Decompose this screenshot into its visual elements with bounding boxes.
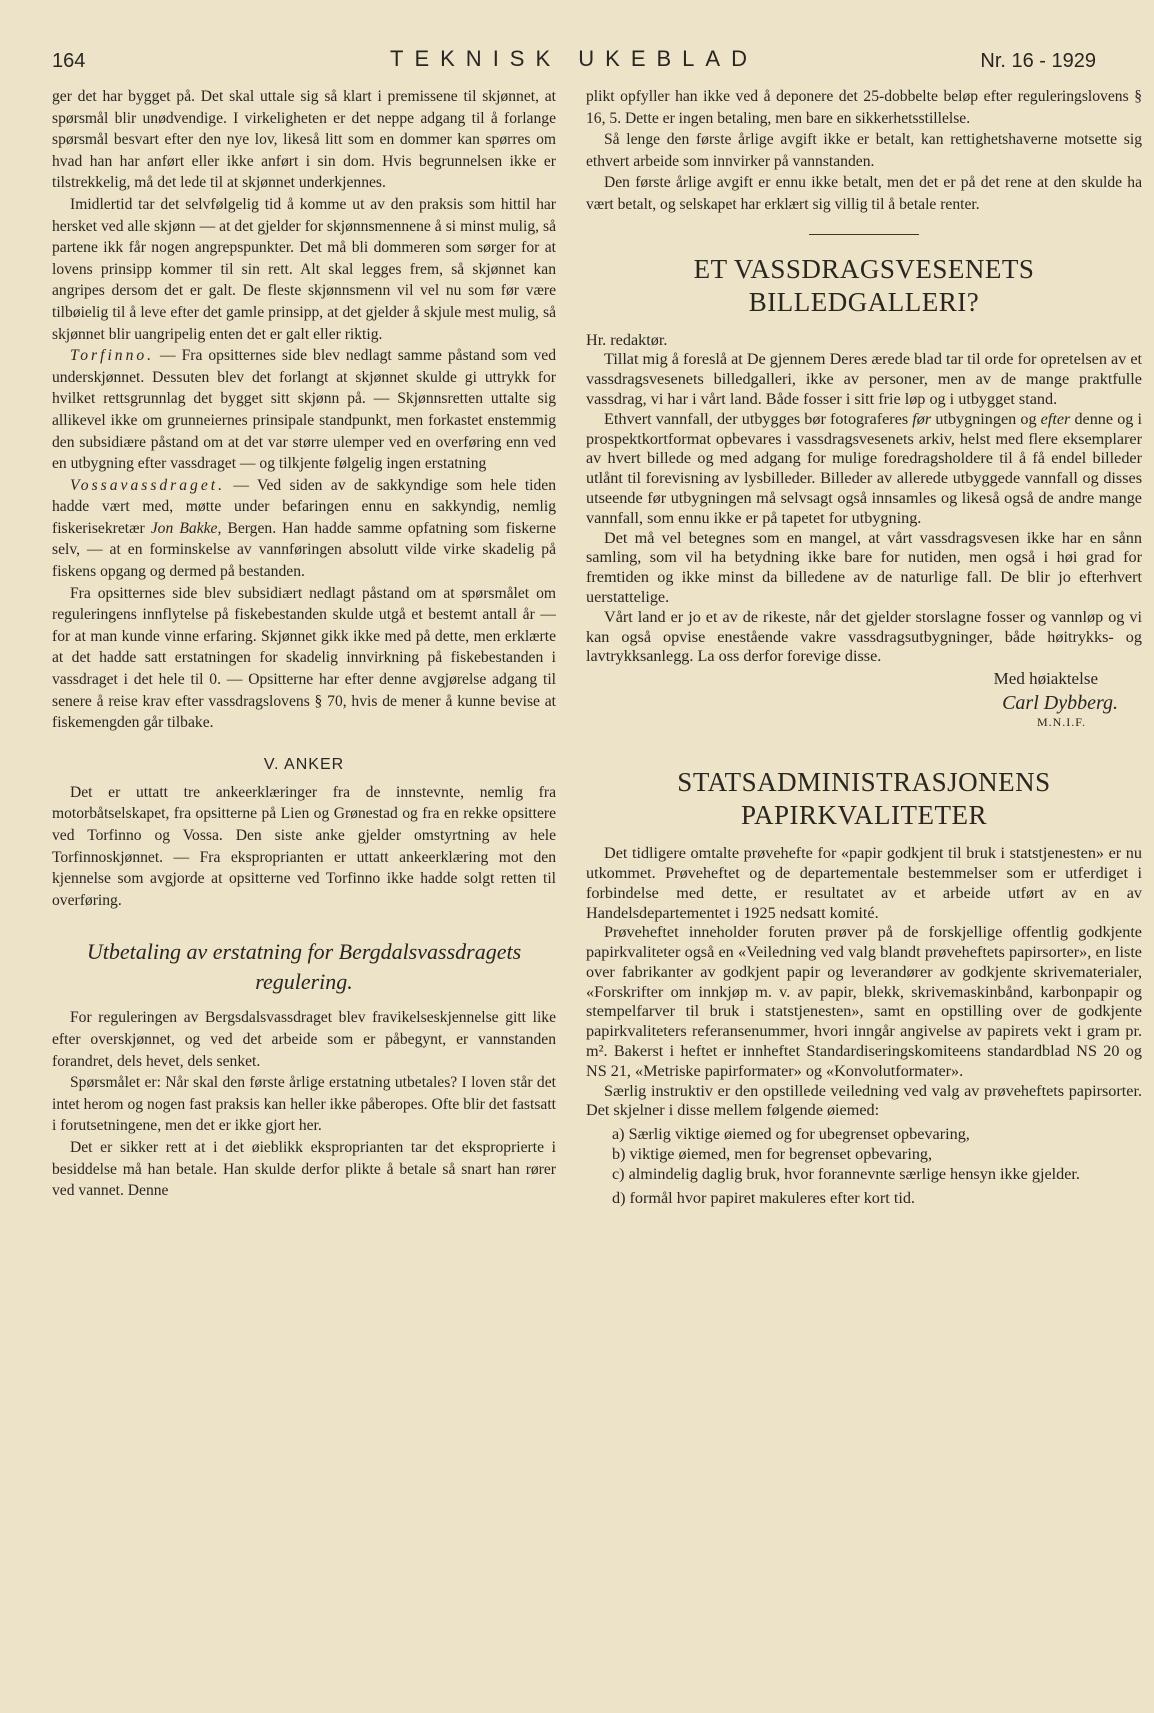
paragraph-text: denne og i prospektkortformat opbevares i vassdragsvesenets arkiv, helst med flere eksemplarer av hvert billede og med adgang for mulige foredragsholdere til å få endel billeder utlånt til forevisning av lysbilleder. Billeder av allerede utbyggede vannfall og disses utseende før utbygningen må selvsagt også innsamles og likeså også de andre mange vannfall, som ennu ikke er på tapetet for utbygning. bbox=[586, 409, 1142, 527]
paragraph: Det må vel betegnes som en mangel, at vårt vassdragsvesen ikke har en sånn samling, som vil ha betydning ikke bare for nutiden, men også i høi grad for fremtiden og ikke minst da billedene av de naturlige fall. De blir jo efterhvert uerstattelige. bbox=[586, 528, 1142, 606]
paragraph: ger det har bygget på. Det skal uttale sig så klart i premissene til skjønnet, at spørsmål blir unødvendige. I virkeligheten er det neppe adgang til å forlange spørsmål besvart efter den nye lov, likeså litt som en dommer kan spørres om hvad han har anført eller ikke anført i sin dom. Hvis begrunnelsen ikke er tilstrekkelig, må det lede til at skjønnet underkjennes. bbox=[52, 88, 556, 192]
salutation: Hr. redaktør. bbox=[586, 330, 668, 349]
paragraph: Det er uttatt tre ankeerklæringer fra de innstevnte, nemlig fra motorbåtselskapet, fra opsitterne på Lien og Grønestad og fra en rekke opsittere ved Torfinno og Vossa. Den siste anke gjelder omstyrtning av hele Torfinnoskjønnet. — Fra eksproprianten er uttatt ankeerklæring mot den kjennelse som avgjorde at opsitterne ved Torfinno ikke hadde solgt retten til overføring. bbox=[52, 783, 556, 909]
emphasis: efter bbox=[1040, 409, 1071, 428]
paragraph: Fra opsitternes side blev subsidiært nedlagt påstand om at spørsmålet om reguleringens innflytelse på fiskebestanden skulde utgå et bestemt antall år — for at man kunde vinne erfaring. Skjønnet gikk ikke med på dette, men erklærte at det hadde satt erstatningen for skadelig innvirkning på fiskebestanden i vassdraget i det hele til 0. — Opsitterne har efter denne avgjørelse adgang til senere å reise krav efter vassdragslovens § 70, hvis de mener å kunne bevise at fiskemengden går tilbake. bbox=[52, 584, 556, 732]
paragraph bbox=[52, 475, 556, 583]
paragraph: Prøveheftet inneholder foruten prøver på de forskjellige offentlig godkjente papirkvaliteter også en «Veiledning ved valg blandt prøveheftets papirsorter», en liste over fabrikanter av godkjent papir og leverandører av godkjente skrivematerialer, «Forskrifter om innkjøp m. v. av papir, blekk, skrivemaskinbånd, karbonpapir og stempelfarver til bruk i statstjenesten», samt en opstilling over de godkjente papirkvaliteters referansenummer, hvori inngår angivelse av papirets vekt i gram pr. m². Bakerst i heftet er innheftet Standardiseringskomiteens standardblad NS 20 og NS 21, «Metriske papirformater» og «Konvolutformater». bbox=[586, 923, 1142, 1080]
paragraph: For reguleringen av Bergsdalsvassdraget blev fravikelseskjennelse gitt like efter overskjønnet, og ved det arbeide som er påbegynt, er vannstanden forandret, dels hevet, dels senket. bbox=[52, 1009, 556, 1070]
section-heading: V. ANKER bbox=[263, 755, 345, 773]
paragraph: plikt opfyller han ikke ved å deponere det 25-dobbelte beløp efter reguleringslovens § 16, 5. Dette er ingen betaling, men bare en sikkerhetsstillelse. bbox=[586, 88, 1142, 127]
paragraph-text: Ethvert vannfall, der utbygges bør fotograferes bbox=[604, 409, 913, 428]
paragraph-text: — Ved siden av de sakkyndige som hele tiden hadde vært med, møtte under befaringen ennu en sakkyndig, nemlig fiskerisekretær bbox=[52, 476, 556, 537]
list-item: b) viktige øiemed, men for begrenset opbevaring, bbox=[612, 1145, 933, 1164]
list-item: a) Særlig viktige øiemed og for ubegrenset opbevaring, bbox=[612, 1125, 970, 1144]
issue-number: Nr. 16 - 1929 bbox=[980, 50, 1096, 72]
paragraph: Så lenge den første årlige avgift ikke er betalt, kan rettighetshaverne motsette sig ethvert arbeide som innvirker på vannstanden. bbox=[586, 131, 1142, 170]
signature: Carl Dybberg. bbox=[1002, 692, 1118, 715]
section-lead: Torfinno. bbox=[70, 347, 155, 365]
right-column bbox=[586, 86, 1142, 1208]
article-heading: STATSADMINISTRASJONENS PAPIRKVALITETER bbox=[677, 767, 1051, 831]
article-heading: ET VASSDRAGSVESENETS BILLEDGALLERI? bbox=[693, 253, 1035, 317]
divider bbox=[809, 234, 919, 235]
page-number: 164 bbox=[52, 50, 86, 72]
paragraph: Det er sikker rett at i det øieblikk eksproprianten tar det eksproprierte i besiddelse må han betale. Han skulde derfor plikte å betale så snart han rører ved vannet. Denne bbox=[52, 1138, 556, 1200]
paragraph: Spørsmålet er: Når skal den første årlige erstatning utbetales? I loven står det intet herom og nogen fast praksis kan heller ikke påberopes. Ofte blir det fastsatt i forutsetningene, men det er ikke gjort her. bbox=[52, 1074, 556, 1135]
page-header bbox=[52, 36, 1096, 86]
paragraph: Tillat mig å foreslå at De gjennem Deres ærede blad tar til orde for opretelsen av et vassdragsvesenets billedgalleri, ikke av personer, men av de mange praktfulle vassdrag, vi har i vårt land. Både fosser i sitt frie løp og i utbygget stand. bbox=[586, 350, 1142, 408]
list-item: d) formål hvor papiret makuleres efter kort tid. bbox=[612, 1188, 915, 1207]
left-column bbox=[52, 86, 556, 1202]
signature-title: M.N.I.F. bbox=[1036, 715, 1086, 730]
paragraph-text: Bergen. Han hadde samme opfatning som fiskerne selv, — at en forminskelse av vannføringen absolutt vilde virke skadelig på fiskens opgang og dermed på bestanden. bbox=[52, 519, 556, 581]
closing: Med høiaktelse bbox=[993, 669, 1098, 689]
paragraph-text: utbygningen og bbox=[931, 409, 1041, 428]
masthead: TEKNISK UKEBLAD bbox=[390, 46, 758, 71]
paragraph: Den første årlige avgift er ennu ikke betalt, men det er på det rene at den skulde ha vært betalt, og selskapet har erklært sig villig til å betale renter. bbox=[586, 174, 1142, 213]
article-heading: Utbetaling av erstatning for Bergdalsvassdragets regulering. bbox=[86, 939, 522, 995]
paragraph bbox=[52, 345, 556, 475]
paragraph-text: — Fra opsitternes side blev nedlagt samme påstand som ved underskjønnet. Dessuten blev det forlangt at skjønnet skulde gi uttrykk for hvilket rettsgrunnlag det bygget sitt skjønn på. — Skjønnsretten uttalte sig allikevel ikke om grunneiernes prinsipale standpunkt, men forkastet enstemmig den subsidiære påstand om at det var større ulemper ved en overføring enn ved en utbygning efter vassdraget — og tilkjente følgelig ingen erstatning bbox=[52, 347, 556, 473]
paragraph bbox=[586, 410, 1142, 529]
person-name: Jon Bakke, bbox=[150, 519, 222, 537]
paragraph: Det tidligere omtalte prøvehefte for «papir godkjent til bruk i statstjenesten» er nu utkommet. Prøveheftet og de departementale bestemmelser som er utferdiget i forbindelse med dette, er resultatet av et arbeide utført av en av Handelsdepartementet i 1925 nedsatt komité. bbox=[586, 844, 1142, 922]
section-lead: Vossavassdraget. bbox=[70, 476, 225, 494]
paragraph: Vårt land er jo et av de rikeste, når det gjelder storslagne fosser og vannløp og vi kan også opvise enestående vakre vassdragsutbygninger, både høitrykks- og lavtrykksanlegg. La oss derfor forevige disse. bbox=[586, 607, 1142, 666]
list-item: c) almindelig daglig bruk, hvor forannevnte særlige hensyn ikke gjelder. bbox=[612, 1164, 1080, 1183]
paragraph: Særlig instruktiv er den opstillede veiledning ved valg av prøveheftets papirsorter. Det skjelner i disse mellem følgende øiemed: bbox=[586, 1081, 1142, 1120]
paragraph: Imidlertid tar det selvfølgelig tid å komme ut av den praksis som hittil har hersket ved alle skjønn — at det gjelder for skjønnsmennene å si minst mulig, så partene ikk får nogen angrepspunkter. Det må bli dommeren som sørger for at lovens prinsipp kommer til sin rett. Alt skal legges frem, så skjønnet kan angripes dersom det er galt. De fleste skjønnsmenn vil vel nu som før være tilbøielig til å leve efter det gamle prinsipp, at det gjelder å skjule mest mulig, så skjønnet blir uangripelig enten det er galt eller riktig. bbox=[52, 195, 556, 343]
emphasis: før bbox=[912, 409, 932, 428]
